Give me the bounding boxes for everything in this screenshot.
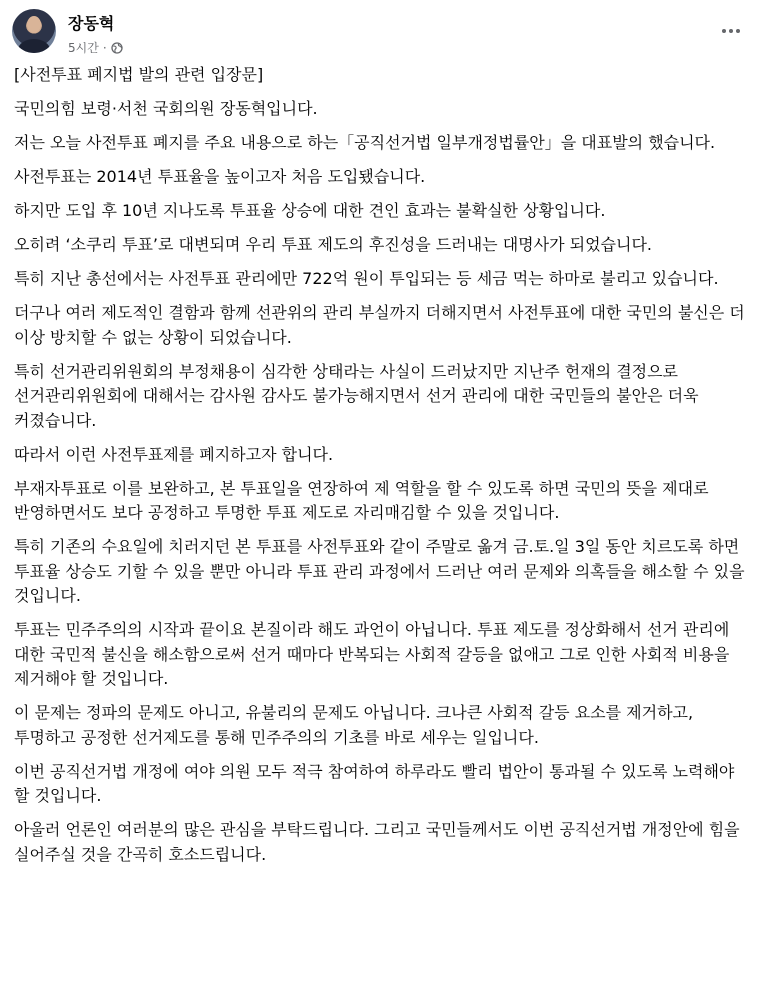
- globe-icon: [111, 42, 123, 54]
- post-time[interactable]: 5시간: [68, 41, 99, 55]
- post-paragraph: 부재자투표로 이를 보완하고, 본 투표일을 연장하여 제 역할을 할 수 있도록 하면 국민의 뜻을 제대로 반영하면서도 보다 공정하고 투명한 투표 제도로 자리매김할 수 있을 것입니다.: [14, 478, 709, 522]
- post-header: [12, 9, 747, 59]
- post-paragraph-title: [사전투표 폐지법 발의 관련 입장문]: [14, 65, 264, 84]
- post-paragraph: 특히 선거관리위원회의 부정채용이 심각한 상태라는 사실이 드러났지만 지난주 헌재의 결정으로 선거관리위원회에 대해서는 감사원 감사도 불가능해지면서 선거 관리에 대한 국민들의 불안은 더욱 커졌습니다.: [14, 361, 699, 430]
- meta-separator: ·: [102, 40, 107, 55]
- more-dot: [729, 29, 733, 33]
- post-paragraph: 저는 오늘 사전투표 폐지를 주요 내용으로 하는「공직선거법 일부개정법률안」을 대표발의 했습니다.: [14, 133, 716, 152]
- avatar-shoulder: [18, 39, 50, 53]
- post-meta: [68, 39, 123, 56]
- post-paragraph: 오히려 ‘소쿠리 투표’로 대변되며 우리 투표 제도의 후진성을 드러내는 대명사가 되었습니다.: [14, 235, 652, 254]
- post-paragraph: 하지만 도입 후 10년 지나도록 투표율 상승에 대한 견인 효과는 불확실한 상황입니다.: [14, 201, 606, 220]
- post-paragraph: 이 문제는 정파의 문제도 아니고, 유불리의 문제도 아닙니다. 크나큰 사회적 갈등 요소를 제거하고, 투명하고 공정한 선거제도를 통해 민주주의의 기초를 바로 세우는 일입니다.: [14, 703, 694, 747]
- post-paragraph: 아울러 언론인 여러분의 많은 관심을 부탁드립니다. 그리고 국민들께서도 이번 공직선거법 개정안에 힘을 실어주실 것을 간곡히 호소드립니다.: [14, 820, 740, 864]
- post-paragraph: 사전투표는 2014년 투표율을 높이고자 처음 도입됐습니다.: [14, 167, 426, 186]
- more-dot: [736, 29, 740, 33]
- post-paragraph: 따라서 이런 사전투표제를 폐지하고자 합니다.: [14, 444, 334, 464]
- author-name[interactable]: 장동혁: [68, 14, 115, 33]
- author-avatar[interactable]: [12, 9, 56, 53]
- post-paragraph: 투표는 민주주의의 시작과 끝이요 본질이라 해도 과언이 아닙니다. 투표 제도를 정상화해서 선거 관리에 대한 국민적 불신을 해소함으로써 선거 때마다 반복되는 사회적 갈등을 없애고 그로 인한 사회적 비용을 제거해야 할 것입니다.: [14, 620, 730, 688]
- post-paragraph: 국민의힘 보령·서천 국회의원 장동혁입니다.: [14, 99, 318, 118]
- more-dot: [722, 29, 726, 33]
- avatar-face: [27, 16, 41, 33]
- post-body: [14, 63, 750, 877]
- more-options-icon[interactable]: [717, 17, 745, 45]
- post-paragraph: 특히 지난 총선에서는 사전투표 관리에만 722억 원이 투입되는 등 세금 먹는 하마로 불리고 있습니다.: [14, 269, 719, 288]
- post-paragraph: 이번 공직선거법 개정에 여야 의원 모두 적극 참여하여 하루라도 빨리 법안이 통과될 수 있도록 노력해야 할 것입니다.: [14, 761, 735, 805]
- post-paragraph: 특히 기존의 수요일에 치러지던 본 투표를 사전투표와 같이 주말로 옮겨 금.토.일 3일 동안 치르도록 하면 투표율 상승도 기할 수 있을 뿐만 아니라 투표 관리 과정에서 드러난 여러 문제와 의혹들을 해소할 수 있을 것입니다.: [14, 537, 745, 605]
- post-paragraph: 더구나 여러 제도적인 결함과 함께 선관위의 관리 부실까지 더해지면서 사전투표에 대한 국민의 불신은 더 이상 방치할 수 없는 상황이 되었습니다.: [14, 303, 745, 347]
